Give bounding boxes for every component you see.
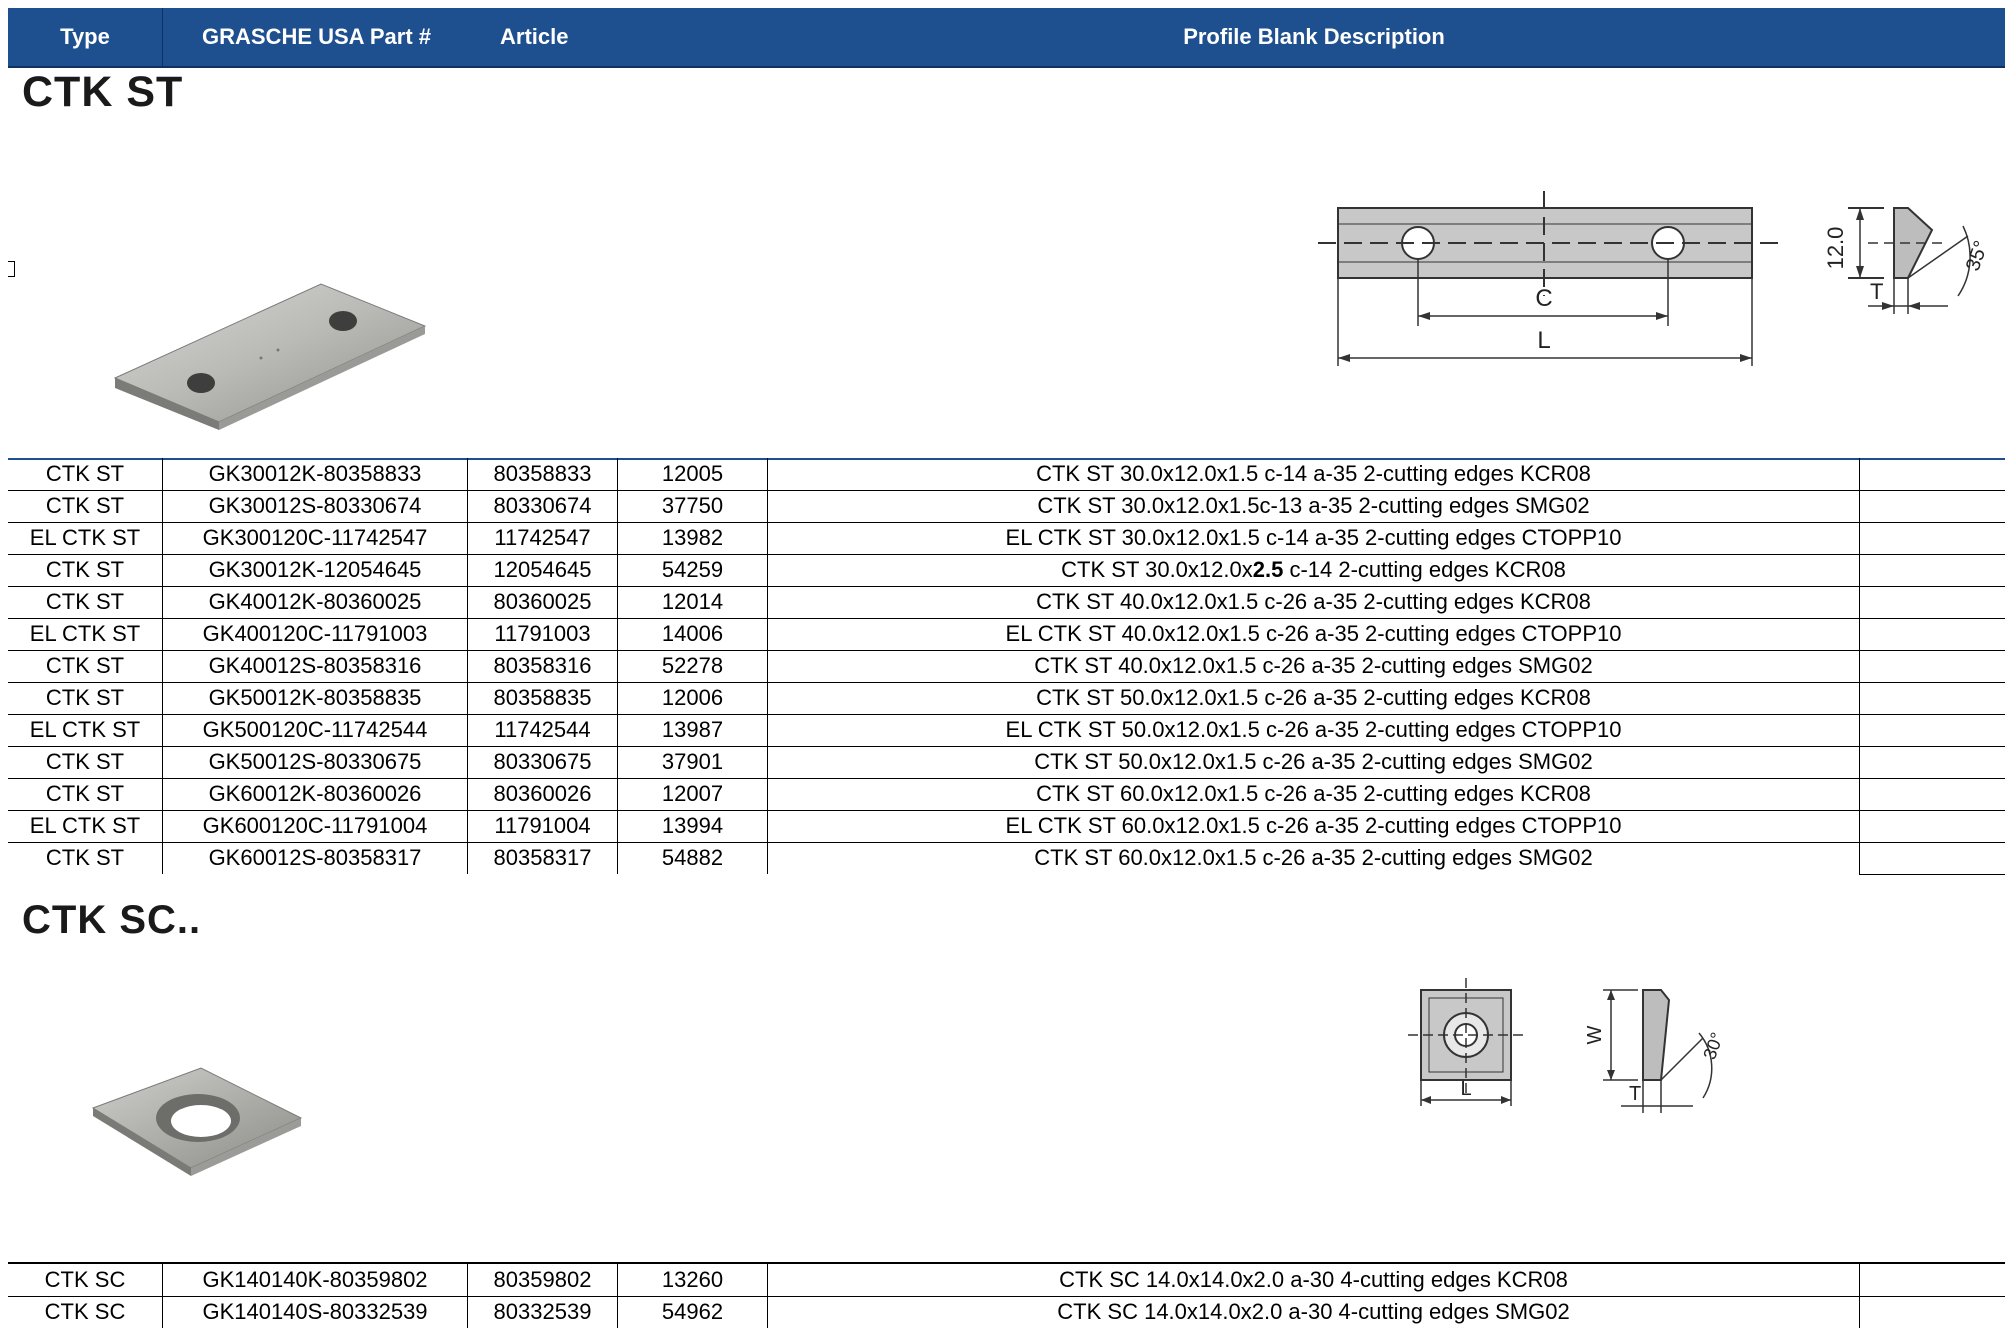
cell-description: CTK ST 30.0x12.0x1.5 c-14 a-35 2-cutting edges KCR08	[1036, 461, 1591, 486]
cell-part: GK60012S-80358317	[208, 845, 422, 870]
cell-article: 11791004	[494, 813, 591, 838]
cell-article: 11742547	[494, 525, 591, 550]
cell-article: 80359802	[493, 1267, 592, 1292]
section-title: CTK ST	[22, 68, 184, 116]
cell-type: CTK ST	[45, 653, 125, 678]
cell-description: CTK SC 14.0x14.0x2.0 a-30 4-cutting edges KCR08	[1059, 1267, 1568, 1292]
cell-description: CTK ST 60.0x12.0x1.5 c-26 a-35 2-cutting edges KCR08	[1036, 781, 1591, 806]
cell-article: 80358833	[493, 461, 592, 486]
cell-part: GK40012K-80360025	[208, 589, 422, 614]
cell-article: 80360026	[493, 781, 592, 806]
cell-article: 80358317	[493, 845, 592, 870]
cell-article: 80358316	[493, 653, 592, 678]
cell-description: EL CTK ST 30.0x12.0x1.5 c-14 a-35 2-cutting edges CTOPP10	[1005, 525, 1622, 550]
cell-type: CTK ST	[45, 557, 125, 582]
cell-description: EL CTK ST 50.0x12.0x1.5 c-26 a-35 2-cutting edges CTOPP10	[1005, 717, 1622, 742]
cell-ref: 37750	[661, 493, 724, 518]
label-angle: 35°	[1961, 237, 1993, 274]
cell-ref: 12014	[661, 589, 724, 614]
cell-part: GK40012S-80358316	[208, 653, 422, 678]
cell-description: CTK SC 14.0x14.0x2.0 a-30 4-cutting edges SMG02	[1057, 1299, 1570, 1324]
cell-description: CTK ST 50.0x12.0x1.5 c-26 a-35 2-cutting edges SMG02	[1034, 749, 1593, 774]
cell-ref: 12006	[661, 685, 724, 710]
label-height: 12.0	[1823, 226, 1848, 270]
table-row	[8, 1296, 2005, 1328]
header-description: Profile Blank Description	[1183, 24, 1445, 49]
label-angle: 30°	[1699, 1029, 1728, 1063]
ctk-sc-technical-drawing	[1403, 978, 1763, 1128]
cell-part: GK140140K-80359802	[202, 1267, 428, 1292]
cell-description: EL CTK ST 40.0x12.0x1.5 c-26 a-35 2-cutting edges CTOPP10	[1005, 621, 1622, 646]
cell-description: CTK ST 40.0x12.0x1.5 c-26 a-35 2-cutting edges KCR08	[1036, 589, 1591, 614]
ctk-st-product-photo	[103, 276, 433, 446]
ctk-sc-product-photo	[83, 1048, 323, 1198]
label-c: C	[1535, 285, 1553, 312]
catalog-page	[8, 8, 2005, 1324]
table-row	[8, 490, 2005, 523]
cell-description: EL CTK ST 60.0x12.0x1.5 c-26 a-35 2-cutting edges CTOPP10	[1005, 813, 1622, 838]
cell-article: 80330675	[493, 749, 592, 774]
cell-ref: 52278	[661, 653, 724, 678]
cell-type: CTK ST	[45, 493, 125, 518]
cell-ref: 12007	[661, 781, 724, 806]
cell-article: 80332539	[493, 1299, 592, 1324]
cell-part: GK30012K-80358833	[208, 461, 422, 486]
cell-description: CTK ST 30.0x12.0x2.5 c-14 2-cutting edges KCR08	[1061, 557, 1566, 582]
cell-type: CTK SC	[44, 1267, 126, 1292]
table-row	[8, 554, 2005, 587]
label-l: L	[1460, 1078, 1472, 1100]
table-row	[8, 586, 2005, 619]
label-t: T	[1870, 279, 1884, 304]
cell-part: GK30012K-12054645	[208, 557, 422, 582]
cell-ref: 12005	[661, 461, 724, 486]
cell-type: CTK ST	[45, 749, 125, 774]
table-header	[8, 8, 2005, 68]
cell-type: CTK SC	[44, 1299, 126, 1324]
table-row	[8, 1264, 2005, 1297]
cell-part: GK140140S-80332539	[202, 1299, 428, 1324]
label-w: W	[1584, 1025, 1606, 1045]
section-title: CTK SC..	[22, 898, 202, 942]
cell-description: CTK ST 40.0x12.0x1.5 c-26 a-35 2-cutting edges SMG02	[1034, 653, 1593, 678]
header-article: Article	[500, 24, 569, 49]
table-row	[8, 682, 2005, 715]
ctk-st-technical-drawing	[1308, 166, 1998, 411]
cell-ref: 14006	[661, 621, 724, 646]
cell-type: CTK ST	[45, 781, 125, 806]
cell-description: CTK ST 30.0x12.0x1.5c-13 a-35 2-cutting edges SMG02	[1037, 493, 1590, 518]
cell-part: GK600120C-11791004	[202, 813, 428, 838]
label-l: L	[1537, 327, 1551, 354]
cell-type: CTK ST	[45, 461, 125, 486]
cell-type: EL CTK ST	[29, 717, 141, 742]
cell-description: CTK ST 50.0x12.0x1.5 c-26 a-35 2-cutting edges KCR08	[1036, 685, 1591, 710]
cell-description: CTK ST 60.0x12.0x1.5 c-26 a-35 2-cutting edges SMG02	[1034, 845, 1593, 870]
cell-type: EL CTK ST	[29, 525, 141, 550]
cell-part: GK30012S-80330674	[208, 493, 422, 518]
cell-part: GK400120C-11791003	[202, 621, 428, 646]
table-row	[8, 618, 2005, 651]
cell-ref: 13982	[661, 525, 724, 550]
cell-article: 11742544	[494, 717, 591, 742]
cell-ref: 54259	[661, 557, 724, 582]
cell-type: CTK ST	[45, 845, 125, 870]
table-row	[8, 458, 2005, 491]
cell-ref: 13994	[661, 813, 724, 838]
cell-type: CTK ST	[45, 685, 125, 710]
section-ctk-sc	[8, 878, 2005, 1264]
table-row	[8, 842, 2005, 874]
cell-part: GK60012K-80360026	[208, 781, 422, 806]
cell-part: GK50012S-80330675	[208, 749, 422, 774]
table-row	[8, 778, 2005, 811]
divider	[1859, 874, 2005, 875]
cell-part: GK50012K-80358835	[208, 685, 422, 710]
header-part: GRASCHE USA Part #	[202, 24, 432, 49]
label-t: T	[1629, 1083, 1642, 1105]
table-row	[8, 810, 2005, 843]
cell-article: 80358835	[493, 685, 592, 710]
cell-ref: 54962	[661, 1299, 724, 1324]
cell-ref: 13987	[661, 717, 724, 742]
cell-ref: 13260	[661, 1267, 724, 1292]
cell-article: 80330674	[493, 493, 592, 518]
table-row	[8, 650, 2005, 683]
cell-type: EL CTK ST	[29, 621, 141, 646]
cell-type: CTK ST	[45, 589, 125, 614]
table-row	[8, 746, 2005, 779]
table-row	[8, 522, 2005, 555]
cell-ref: 54882	[661, 845, 724, 870]
header-divider	[162, 8, 163, 66]
cell-part: GK500120C-11742544	[202, 717, 428, 742]
header-type: Type	[60, 24, 110, 49]
table-row	[8, 714, 2005, 747]
cell-article: 80360025	[493, 589, 592, 614]
section-ctk-st	[8, 66, 2005, 460]
cell-part: GK300120C-11742547	[202, 525, 428, 550]
cell-article: 11791003	[494, 621, 591, 646]
cell-type: EL CTK ST	[29, 813, 141, 838]
cell-ref: 37901	[661, 749, 724, 774]
cell-article: 12054645	[493, 557, 592, 582]
